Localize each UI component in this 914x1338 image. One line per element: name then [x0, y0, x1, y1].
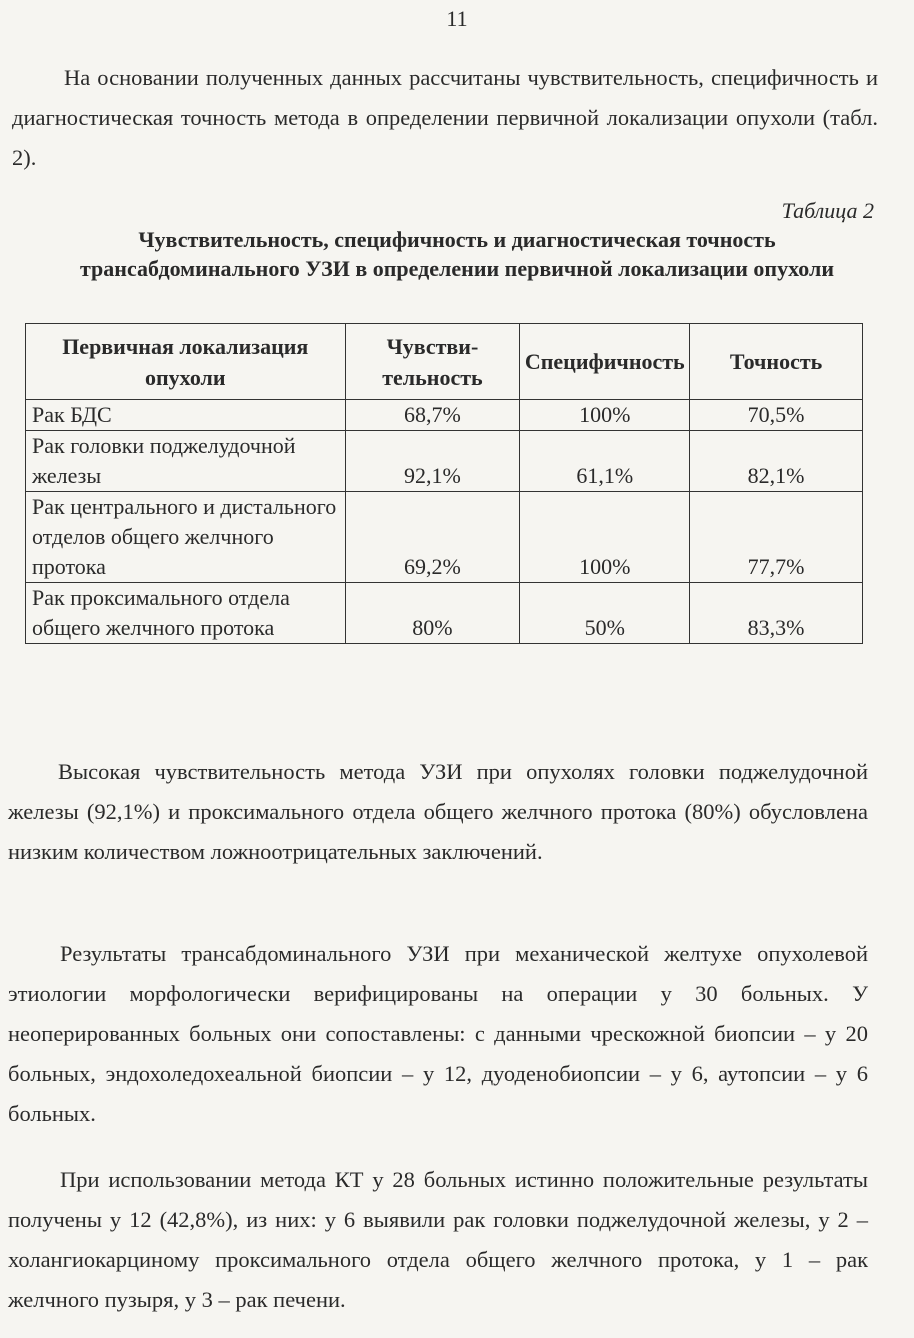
table-row	[26, 400, 863, 431]
cell-specificity: 100%	[520, 492, 690, 583]
cell-specificity: 100%	[520, 400, 690, 431]
page-number: 11	[446, 6, 468, 31]
table-row	[26, 431, 863, 492]
paragraph-ct: При использовании метода КТ у 28 больных истинно положительные результаты получены у 12 (42,8%), из них: у 6 выявили рак головки поджелудочной железы, у 2 – холангиокарциному проксимального отдела общего желчного протока, у 1 – рак желчного пузыря, у 3 – рак печени.	[8, 1167, 868, 1312]
paragraph-sensitivity: Высокая чувствительность метода УЗИ при опухолях головки поджелудочной железы (92,1%) и проксимального отдела общего желчного протока (80%) обусловлена низким количеством ложноотрицательных заключений.	[8, 759, 868, 864]
table-row	[26, 492, 863, 583]
cell-location: Рак центрального и дистального отделов общего желчного протока	[26, 492, 346, 583]
cell-accuracy: 82,1%	[690, 431, 863, 492]
cell-accuracy: 70,5%	[690, 400, 863, 431]
results-table	[25, 323, 863, 644]
cell-specificity: 61,1%	[520, 431, 690, 492]
cell-accuracy: 83,3%	[690, 583, 863, 644]
cell-specificity: 50%	[520, 583, 690, 644]
header-accuracy: Точность	[690, 324, 863, 400]
cell-sensitivity: 80%	[345, 583, 520, 644]
table-title: Чувствительность, специфичность и диагностическая точность трансабдоминального УЗИ в определении первичной локализации опухоли	[79, 227, 834, 281]
paragraph-intro: На основании полученных данных рассчитаны чувствительность, специфичность и диагностическая точность метода в определении первичной локализации опухоли (табл. 2).	[12, 65, 878, 170]
cell-accuracy: 77,7%	[690, 492, 863, 583]
cell-location: Рак головки поджелудочной железы	[26, 431, 346, 492]
header-location: Первичная локализация опухоли	[26, 324, 346, 400]
cell-sensitivity: 69,2%	[345, 492, 520, 583]
header-sensitivity: Чувствительность	[345, 324, 520, 400]
cell-location: Рак БДС	[26, 400, 346, 431]
cell-sensitivity: 68,7%	[345, 400, 520, 431]
paragraph-verification: Результаты трансабдоминального УЗИ при механической желтухе опухолевой этиологии морфологически верифицированы на операции у 30 больных. У неоперированных больных они сопоставлены: с данными чрескожной биопсии – у 20 больных, эндохоледохеальной биопсии – у 12, дуоденобиопсии – у 6, аутопсии – у 6 больных.	[8, 941, 868, 1126]
cell-sensitivity: 92,1%	[345, 431, 520, 492]
table-row	[26, 583, 863, 644]
table-label: Таблица 2	[781, 198, 874, 223]
header-specificity: Специфичность	[520, 324, 690, 400]
table-header-row	[26, 324, 863, 400]
cell-location: Рак проксимального отдела общего желчного протока	[26, 583, 346, 644]
